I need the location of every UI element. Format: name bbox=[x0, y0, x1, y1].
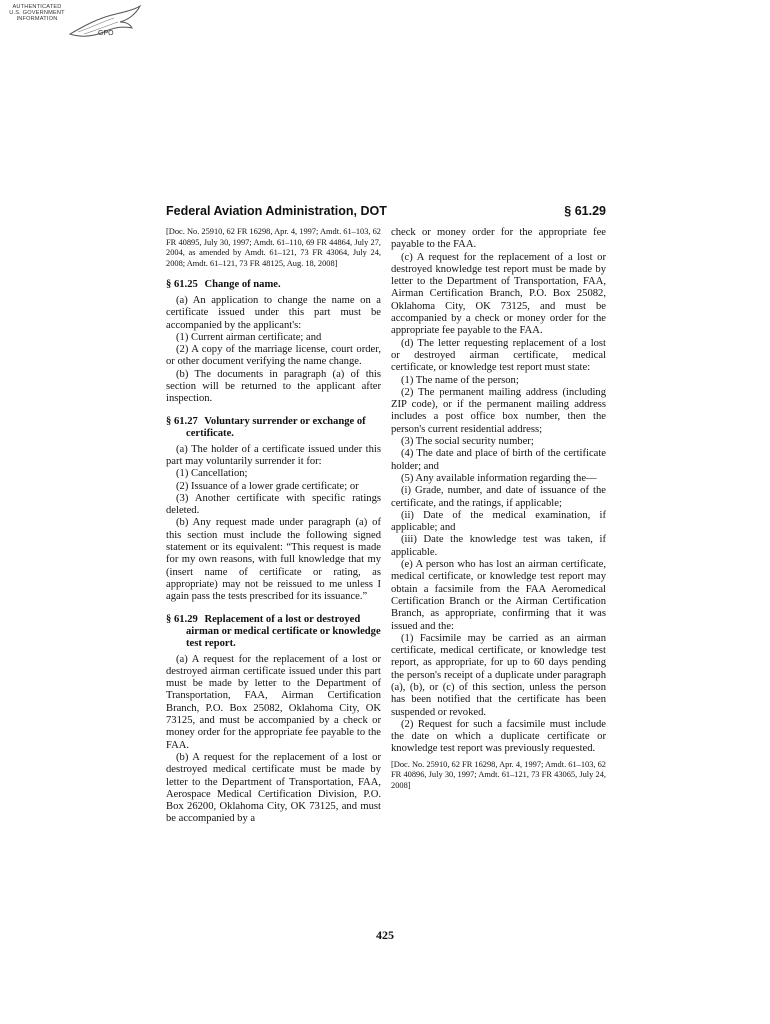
paragraph: (a) A request for the replacement of a lost or destroyed airman certificate issued under this part must be made by letter to the Department of Transportation, FAA, Airman Certification Branch, P.O. Box 25082, Oklahoma City, OK 73125, and must be accompanied by a check or money order for the appropriate fee payable to the FAA. bbox=[166, 653, 381, 751]
page-number: 425 bbox=[376, 928, 394, 942]
left-column bbox=[166, 227, 381, 826]
paragraph: (2) A copy of the marriage license, court order, or other document verifying the name change. bbox=[166, 344, 381, 368]
paragraph: (2) Issuance of a lower grade certificate; or bbox=[176, 480, 359, 492]
gpo-authentication-stamp bbox=[6, 4, 146, 48]
section-title: Replacement of a lost or destroyed airman or medical certificate or knowledge test report. bbox=[186, 613, 381, 649]
paragraph: (b) A request for the replacement of a lost or destroyed medical certificate must be made by letter to the Department of Transportation, FAA, Aerospace Medical Certification Division, P.O. Box 26200, Oklahoma City, OK 73125, and must be accompanied by a bbox=[166, 751, 381, 825]
running-head bbox=[166, 204, 606, 220]
section-heading-6129 bbox=[166, 614, 381, 650]
paragraph: (e) A person who has lost an airman certificate, medical certificate, or knowledge test report may obtain a facsimile from the FAA Aeromedical Certification Branch or the Airman Certification Branch, as appropriate, confirming that it was issued and the: bbox=[391, 559, 606, 632]
paragraph: (i) Grade, number, and date of issuance of the certificate, and the ratings, if applicable; bbox=[391, 485, 606, 509]
paragraph: (1) The name of the person; bbox=[401, 374, 519, 386]
section-number: § 61.25 bbox=[166, 279, 198, 290]
paragraph: (c) A request for the replacement of a lost or destroyed knowledge test report must be made by letter to the Department of Transportation, FAA, Airman Certification Branch, P.O. Box 25082, Oklahoma City, OK 73125, and must be accompanied by a check or money order for the appropriate fee payable to the FAA. bbox=[391, 251, 606, 337]
paragraph: (1) Cancellation; bbox=[176, 468, 248, 480]
stamp-text bbox=[6, 4, 68, 22]
paragraph: (1) Current airman certificate; and bbox=[176, 331, 322, 343]
paragraph: (a) The holder of a certificate issued under this part may voluntarily surrender it for: bbox=[166, 443, 381, 467]
paragraph: (ii) Date of the medical examination, if applicable; and bbox=[391, 509, 606, 534]
stamp-line: AUTHENTICATED bbox=[12, 4, 62, 10]
agency-header: Federal Aviation Administration, DOT bbox=[166, 204, 387, 218]
section-header: § 61.29 bbox=[564, 204, 606, 218]
section-number: § 61.29 bbox=[166, 613, 198, 625]
paragraph: (b) Any request made under paragraph (a) of this section must include the following signed statement or its equivalent: “This request is made for my own reasons, with full knowledge that my (insert name of certificate or rating, as appropriate) may not be reissued to me unless I again pass the tests prescribed for its issuance.” bbox=[166, 517, 381, 603]
section-heading-6125 bbox=[166, 279, 381, 291]
gpo-mark: GPO bbox=[98, 30, 114, 37]
section-heading-6127 bbox=[166, 416, 381, 440]
paragraph: (a) An application to change the name on a certificate issued under this part must be accompanied by the applicant's: bbox=[166, 295, 381, 331]
section-number: § 61.27 bbox=[166, 415, 198, 427]
eagle-icon bbox=[64, 4, 144, 44]
paragraph: (1) Facsimile may be carried as an airman certificate, medical certificate, or knowledge test report, as appropriate, for up to 60 days pending the person's receipt of a duplicate under paragraph (a), (b), or (c) of this section, unless the person has been notified that the certificate has been suspended or revoked. bbox=[391, 632, 606, 718]
paragraph-continuation: check or money order for the appropriate fee payable to the FAA. bbox=[391, 227, 606, 251]
paragraph: (3) The social security number; bbox=[401, 436, 534, 448]
paragraph: (b) The documents in paragraph (a) of this section will be returned to the applicant after inspection. bbox=[166, 368, 381, 405]
citation-note: [Doc. No. 25910, 62 FR 16298, Apr. 4, 1997; Amdt. 61–103, 62 FR 40896, July 30, 1997; Amdt. 61–121, 73 FR 43065, July 24, 2008] bbox=[391, 759, 606, 790]
paragraph: (5) Any available information regarding the— bbox=[401, 472, 597, 484]
paragraph: (3) Another certificate with specific ratings deleted. bbox=[166, 492, 381, 517]
section-title: Voluntary surrender or exchange of certificate. bbox=[186, 415, 366, 439]
paragraph: (2) The permanent mailing address (including ZIP code), or if the permanent mailing address includes a post office box number, then the person's current residential address; bbox=[391, 386, 606, 435]
paragraph: (iii) Date the knowledge test was taken, if applicable. bbox=[391, 534, 606, 558]
section-title: Change of name. bbox=[204, 279, 281, 290]
stamp-line: INFORMATION bbox=[16, 16, 58, 22]
paragraph: (d) The letter requesting replacement of a lost or destroyed airman certificate, medical certificate, or knowledge test report must state: bbox=[391, 337, 606, 374]
citation-note: [Doc. No. 25910, 62 FR 16298, Apr. 4, 1997; Amdt. 61–103, 62 FR 40895, July 30, 1997; Amdt. 61–110, 69 FR 44864, July 27, 2004, as amended by Amdt. 61–121, 73 FR 43064, July 24, 2008; Amdt. 61–121, 73 FR 48125, Aug. 18, 2008] bbox=[166, 227, 381, 268]
paragraph: (4) The date and place of birth of the certificate holder; and bbox=[391, 448, 606, 472]
stamp-line: U.S. GOVERNMENT bbox=[9, 10, 65, 16]
right-column bbox=[391, 227, 606, 791]
paragraph: (2) Request for such a facsimile must include the date on which a duplicate certificate or knowledge test report was previously requested. bbox=[391, 718, 606, 755]
